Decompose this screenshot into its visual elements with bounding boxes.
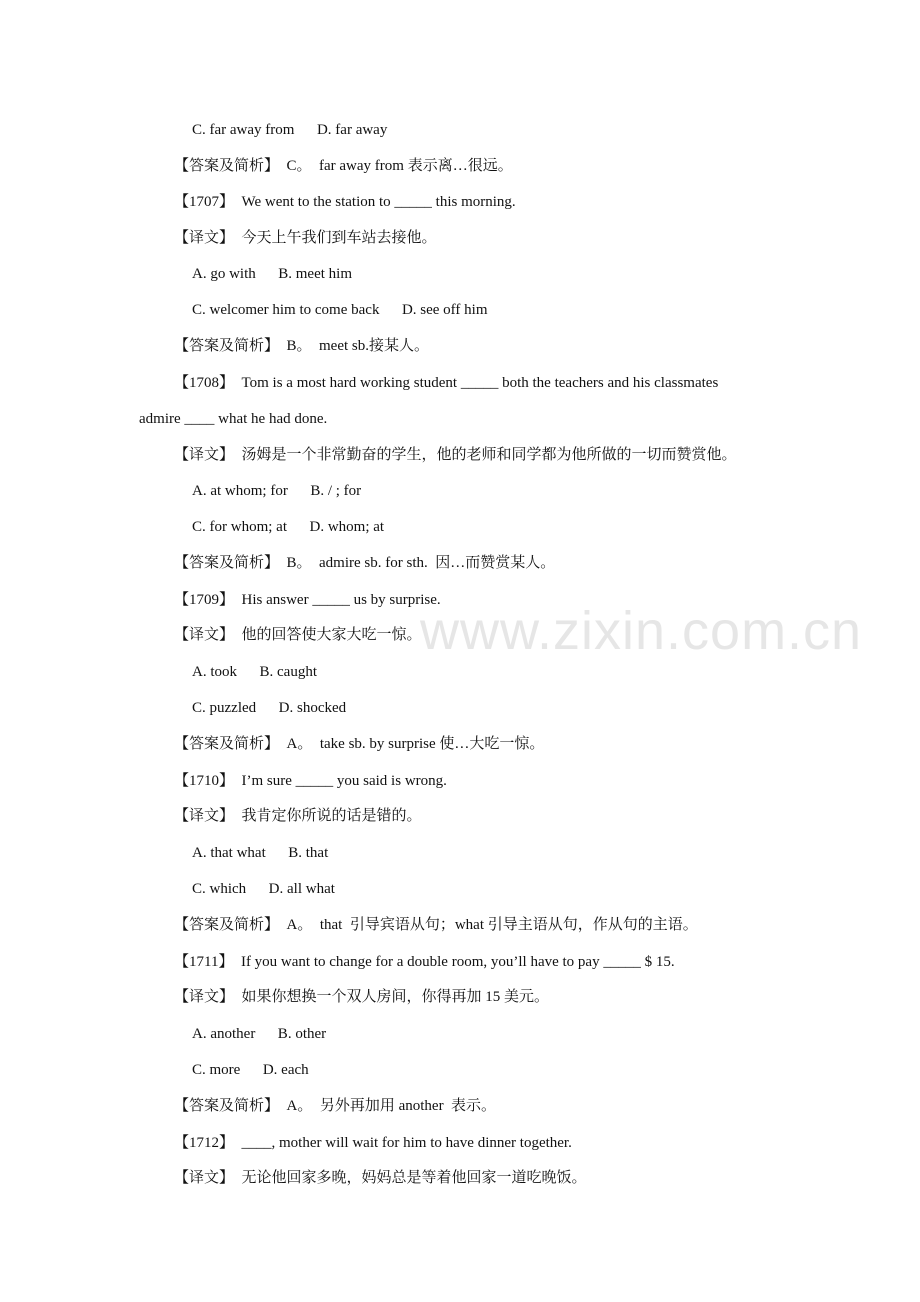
watermark: www.zixin.com.cn — [420, 601, 863, 661]
option-line: A. that what B. that — [192, 845, 329, 861]
question-line: 【1707】 We went to the station to _____ this morning. — [174, 194, 516, 210]
translation-line: 【译文】 汤姆是一个非常勤奋的学生，他的老师和同学都为他所做的一切而赞赏他。 — [174, 447, 737, 463]
translation-line: 【译文】 如果你想换一个双人房间，你得再加 15 美元。 — [174, 989, 550, 1005]
answer-line: 【答案及简析】 A。 另外再加用 another 表示。 — [174, 1098, 497, 1114]
answer-line: 【答案及简析】 A。 take sb. by surprise 使…大吃一惊。 — [174, 736, 545, 752]
option-line: C. far away from D. far away — [192, 122, 388, 138]
question-line: 【1709】 His answer _____ us by surprise. — [174, 592, 441, 608]
option-line: A. at whom; for B. / ; for — [192, 483, 362, 499]
question-line: 【1711】 If you want to change for a double room, you’ll have to pay _____ $ 15. — [174, 954, 675, 970]
option-line: C. for whom; at D. whom; at — [192, 519, 385, 535]
translation-line: 【译文】 他的回答使大家大吃一惊。 — [174, 627, 422, 643]
answer-line: 【答案及简析】 C。 far away from 表示离…很远。 — [174, 158, 513, 174]
question-line: 【1710】 I’m sure _____ you said is wrong. — [174, 773, 447, 789]
translation-line: 【译文】 无论他回家多晚，妈妈总是等着他回家一道吃晚饭。 — [174, 1170, 587, 1186]
answer-line: 【答案及简析】 B。 admire sb. for sth. 因…而赞赏某人。 — [174, 555, 556, 571]
option-line: A. another B. other — [192, 1026, 327, 1042]
option-line: C. which D. all what — [192, 881, 335, 897]
answer-line: 【答案及简析】 B。 meet sb.接某人。 — [174, 338, 429, 354]
option-line: A. go with B. meet him — [192, 266, 352, 282]
question-line: 【1712】 ____, mother will wait for him to have dinner together. — [174, 1135, 572, 1151]
translation-line: 【译文】 今天上午我们到车站去接他。 — [174, 230, 437, 246]
option-line: C. welcomer him to come back D. see off him — [192, 302, 488, 318]
question-line: 【1708】 Tom is a most hard working student _____ both the teachers and his classmates — [174, 375, 719, 391]
option-line: C. puzzled D. shocked — [192, 700, 347, 716]
option-line: A. took B. caught — [192, 664, 317, 680]
option-line: C. more D. each — [192, 1062, 309, 1078]
translation-line: 【译文】 我肯定你所说的话是错的。 — [174, 808, 422, 824]
answer-line: 【答案及简析】 A。 that 引导宾语从句；what 引导主语从句，作从句的主语。 — [174, 917, 698, 933]
question-line-continued: admire ____ what he had done. — [139, 411, 328, 427]
